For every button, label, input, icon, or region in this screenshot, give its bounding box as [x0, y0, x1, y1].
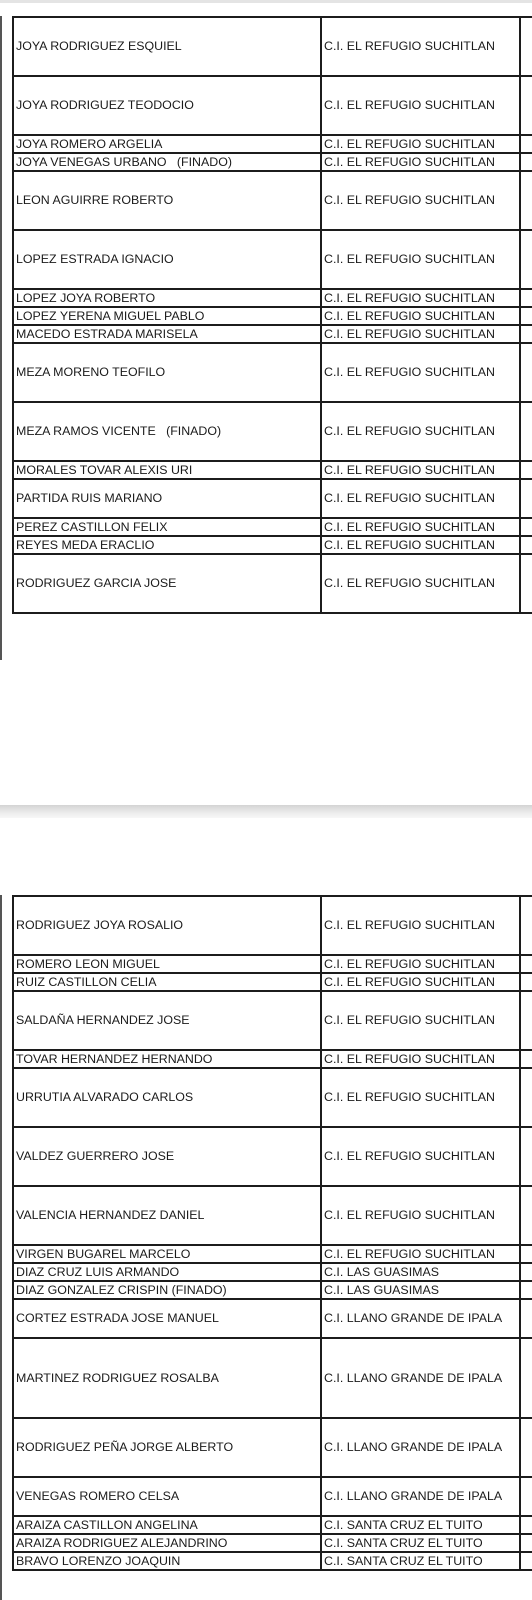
records-table-body	[13, 896, 532, 1570]
table-row	[13, 1186, 532, 1245]
table-row	[13, 17, 532, 76]
table-row	[13, 518, 532, 536]
extra-cell	[520, 1050, 532, 1068]
extra-cell	[520, 1281, 532, 1299]
name-cell: URRUTIA ALVARADO CARLOS	[13, 1068, 321, 1127]
place-cell: C.I. EL REFUGIO SUCHITLAN	[321, 479, 520, 518]
table-row	[13, 554, 532, 613]
place-cell: C.I. EL REFUGIO SUCHITLAN	[321, 171, 520, 230]
name-cell: ARAIZA RODRIGUEZ ALEJANDRINO	[13, 1534, 321, 1552]
table-row	[13, 1068, 532, 1127]
page-break-gap	[0, 805, 532, 818]
page-top-edge	[0, 0, 532, 3]
place-cell: C.I. LAS GUASIMAS	[321, 1263, 520, 1281]
place-cell: C.I. EL REFUGIO SUCHITLAN	[321, 76, 520, 135]
extra-cell	[520, 554, 532, 613]
extra-cell	[520, 1263, 532, 1281]
name-cell: VALENCIA HERNANDEZ DANIEL	[13, 1186, 321, 1245]
extra-cell	[520, 955, 532, 973]
place-cell: C.I. EL REFUGIO SUCHITLAN	[321, 536, 520, 554]
place-cell: C.I. EL REFUGIO SUCHITLAN	[321, 230, 520, 289]
place-cell: C.I. EL REFUGIO SUCHITLAN	[321, 1068, 520, 1127]
name-cell: LOPEZ ESTRADA IGNACIO	[13, 230, 321, 289]
place-cell: C.I. SANTA CRUZ EL TUITO	[321, 1516, 520, 1534]
name-cell: JOYA RODRIGUEZ ESQUIEL	[13, 17, 321, 76]
table-row	[13, 461, 532, 479]
place-cell: C.I. EL REFUGIO SUCHITLAN	[321, 325, 520, 343]
extra-cell	[520, 343, 532, 402]
place-cell: C.I. LAS GUASIMAS	[321, 1281, 520, 1299]
place-cell: C.I. EL REFUGIO SUCHITLAN	[321, 991, 520, 1050]
name-cell: PARTIDA RUIS MARIANO	[13, 479, 321, 518]
place-cell: C.I. EL REFUGIO SUCHITLAN	[321, 1186, 520, 1245]
extra-cell	[520, 1516, 532, 1534]
place-cell: C.I. EL REFUGIO SUCHITLAN	[321, 289, 520, 307]
table-row	[13, 1552, 532, 1570]
place-cell: C.I. SANTA CRUZ EL TUITO	[321, 1552, 520, 1570]
table-row	[13, 325, 532, 343]
table-row	[13, 973, 532, 991]
name-cell: DIAZ CRUZ LUIS ARMANDO	[13, 1263, 321, 1281]
extra-cell	[520, 1477, 532, 1516]
name-cell: MARTINEZ RODRIGUEZ ROSALBA	[13, 1338, 321, 1418]
name-cell: VENEGAS ROMERO CELSA	[13, 1477, 321, 1516]
name-cell: LOPEZ JOYA ROBERTO	[13, 289, 321, 307]
place-cell: C.I. EL REFUGIO SUCHITLAN	[321, 554, 520, 613]
extra-cell	[520, 1299, 532, 1338]
name-cell: RUIZ CASTILLON CELIA	[13, 973, 321, 991]
place-cell: C.I. EL REFUGIO SUCHITLAN	[321, 518, 520, 536]
extra-cell	[520, 1552, 532, 1570]
table-row	[13, 307, 532, 325]
extra-cell	[520, 402, 532, 461]
name-cell: TOVAR HERNANDEZ HERNANDO	[13, 1050, 321, 1068]
name-cell: LOPEZ YERENA MIGUEL PABLO	[13, 307, 321, 325]
table-row	[13, 343, 532, 402]
extra-cell	[520, 171, 532, 230]
extra-cell	[520, 230, 532, 289]
table-row	[13, 1299, 532, 1338]
place-cell: C.I. LLANO GRANDE DE IPALA	[321, 1299, 520, 1338]
table-row	[13, 991, 532, 1050]
table-row	[13, 1516, 532, 1534]
extra-cell	[520, 896, 532, 955]
name-cell: JOYA VENEGAS URBANO (FINADO)	[13, 153, 321, 171]
name-cell: CORTEZ ESTRADA JOSE MANUEL	[13, 1299, 321, 1338]
table-row	[13, 1418, 532, 1477]
name-cell: JOYA ROMERO ARGELIA	[13, 135, 321, 153]
extra-cell	[520, 1186, 532, 1245]
table-row	[13, 1263, 532, 1281]
extra-cell	[520, 1245, 532, 1263]
extra-cell	[520, 1338, 532, 1418]
place-cell: C.I. EL REFUGIO SUCHITLAN	[321, 402, 520, 461]
records-table-page-2	[12, 895, 532, 1571]
table-row	[13, 230, 532, 289]
name-cell: REYES MEDA ERACLIO	[13, 536, 321, 554]
table-row	[13, 1245, 532, 1263]
table-row	[13, 171, 532, 230]
name-cell: ARAIZA CASTILLON ANGELINA	[13, 1516, 321, 1534]
name-cell: LEON AGUIRRE ROBERTO	[13, 171, 321, 230]
name-cell: BRAVO LORENZO JOAQUIN	[13, 1552, 321, 1570]
table-row	[13, 1050, 532, 1068]
place-cell: C.I. EL REFUGIO SUCHITLAN	[321, 343, 520, 402]
place-cell: C.I. SANTA CRUZ EL TUITO	[321, 1534, 520, 1552]
extra-cell	[520, 1068, 532, 1127]
place-cell: C.I. EL REFUGIO SUCHITLAN	[321, 896, 520, 955]
place-cell: C.I. EL REFUGIO SUCHITLAN	[321, 973, 520, 991]
name-cell: RODRIGUEZ JOYA ROSALIO	[13, 896, 321, 955]
extra-cell	[520, 135, 532, 153]
table-row	[13, 955, 532, 973]
extra-cell	[520, 518, 532, 536]
extra-cell	[520, 289, 532, 307]
extra-cell	[520, 325, 532, 343]
extra-cell	[520, 153, 532, 171]
place-cell: C.I. EL REFUGIO SUCHITLAN	[321, 955, 520, 973]
place-cell: C.I. EL REFUGIO SUCHITLAN	[321, 461, 520, 479]
name-cell: RODRIGUEZ PEÑA JORGE ALBERTO	[13, 1418, 321, 1477]
table-row	[13, 135, 532, 153]
extra-cell	[520, 536, 532, 554]
name-cell: JOYA RODRIGUEZ TEODOCIO	[13, 76, 321, 135]
table-row	[13, 1127, 532, 1186]
place-cell: C.I. LLANO GRANDE DE IPALA	[321, 1418, 520, 1477]
table-row	[13, 76, 532, 135]
extra-cell	[520, 991, 532, 1050]
name-cell: PEREZ CASTILLON FELIX	[13, 518, 321, 536]
table-row	[13, 1338, 532, 1418]
name-cell: VIRGEN BUGAREL MARCELO	[13, 1245, 321, 1263]
name-cell: ROMERO LEON MIGUEL	[13, 955, 321, 973]
extra-cell	[520, 461, 532, 479]
name-cell: SALDAÑA HERNANDEZ JOSE	[13, 991, 321, 1050]
table-row	[13, 289, 532, 307]
place-cell: C.I. EL REFUGIO SUCHITLAN	[321, 1245, 520, 1263]
left-margin-rule	[0, 895, 2, 1600]
table-row	[13, 896, 532, 955]
place-cell: C.I. LLANO GRANDE DE IPALA	[321, 1338, 520, 1418]
table-row	[13, 1534, 532, 1552]
table-row	[13, 1477, 532, 1516]
place-cell: C.I. EL REFUGIO SUCHITLAN	[321, 153, 520, 171]
extra-cell	[520, 307, 532, 325]
extra-cell	[520, 1127, 532, 1186]
place-cell: C.I. EL REFUGIO SUCHITLAN	[321, 1050, 520, 1068]
extra-cell	[520, 479, 532, 518]
records-table-body	[13, 17, 532, 613]
place-cell: C.I. EL REFUGIO SUCHITLAN	[321, 1127, 520, 1186]
table-row	[13, 153, 532, 171]
records-table-page-1	[12, 16, 532, 614]
name-cell: MORALES TOVAR ALEXIS URI	[13, 461, 321, 479]
place-cell: C.I. EL REFUGIO SUCHITLAN	[321, 17, 520, 76]
place-cell: C.I. EL REFUGIO SUCHITLAN	[321, 135, 520, 153]
name-cell: RODRIGUEZ GARCIA JOSE	[13, 554, 321, 613]
extra-cell	[520, 76, 532, 135]
extra-cell	[520, 1534, 532, 1552]
name-cell: DIAZ GONZALEZ CRISPIN (FINADO)	[13, 1281, 321, 1299]
table-row	[13, 402, 532, 461]
extra-cell	[520, 17, 532, 76]
place-cell: C.I. EL REFUGIO SUCHITLAN	[321, 307, 520, 325]
table-row	[13, 1281, 532, 1299]
name-cell: MEZA RAMOS VICENTE (FINADO)	[13, 402, 321, 461]
extra-cell	[520, 973, 532, 991]
table-row	[13, 536, 532, 554]
place-cell: C.I. LLANO GRANDE DE IPALA	[321, 1477, 520, 1516]
name-cell: VALDEZ GUERRERO JOSE	[13, 1127, 321, 1186]
name-cell: MACEDO ESTRADA MARISELA	[13, 325, 321, 343]
extra-cell	[520, 1418, 532, 1477]
table-row	[13, 479, 532, 518]
left-margin-rule	[0, 16, 2, 660]
name-cell: MEZA MORENO TEOFILO	[13, 343, 321, 402]
